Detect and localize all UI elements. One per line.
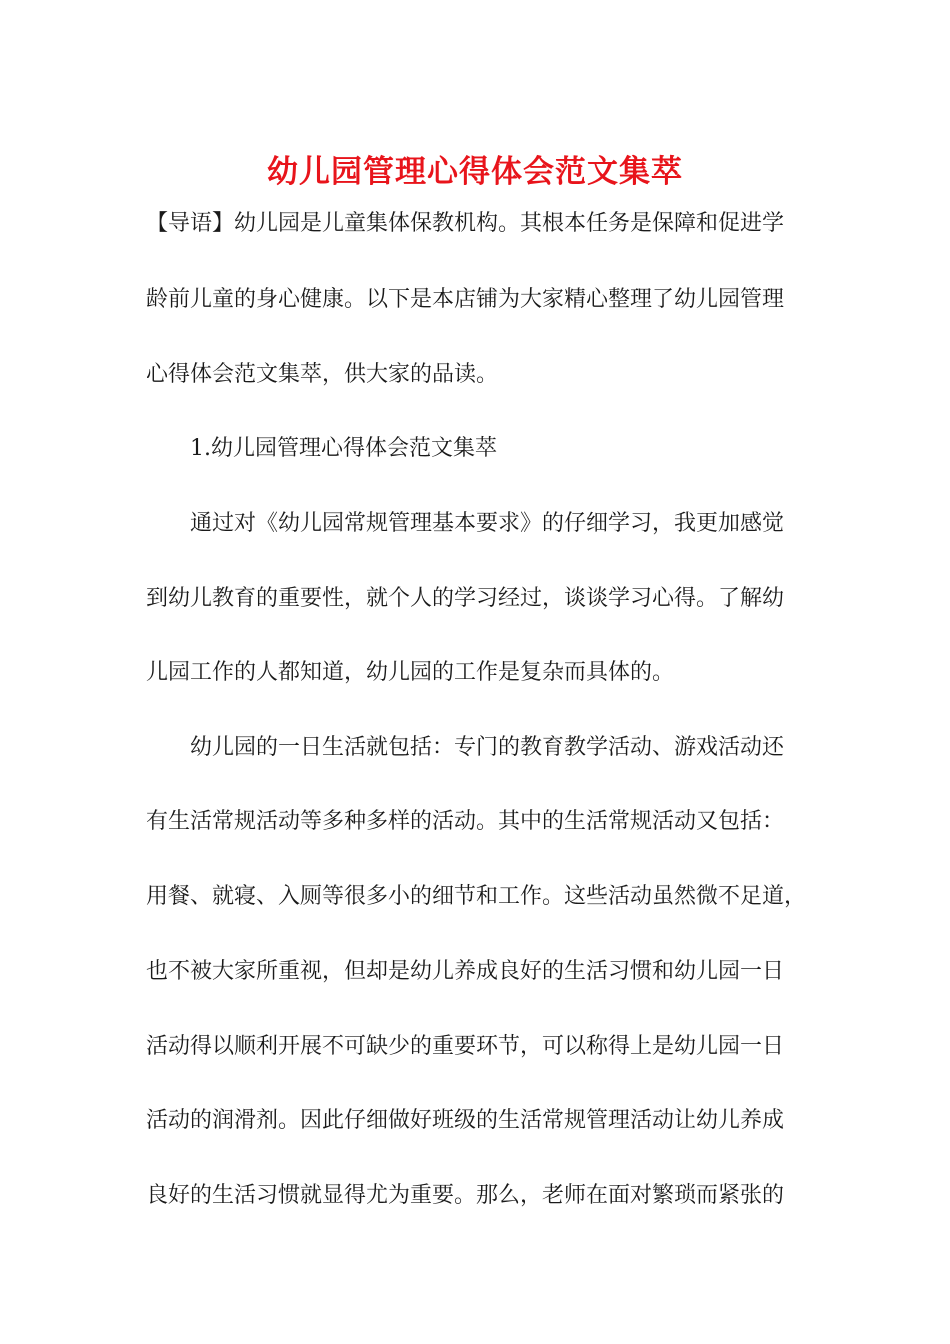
intro-line-3: 心得体会范文集萃，供大家的品读。 [146, 362, 499, 387]
paragraph-2-line-2: 有生活常规活动等多种多样的活动。其中的生活常规活动又包括： [146, 809, 785, 834]
paragraph-2-line-6: 活动的润滑剂。因此仔细做好班级的生活常规管理活动让幼儿养成 [146, 1108, 785, 1133]
paragraph-2-line-1: 幼儿园的一日生活就包括：专门的教育教学活动、游戏活动还 [190, 735, 785, 760]
paragraph-1-line-3: 儿园工作的人都知道，幼儿园的工作是复杂而具体的。 [146, 660, 675, 685]
paragraph-1-line-2: 到幼儿教育的重要性，就个人的学习经过，谈谈学习心得。了解幼 [146, 586, 785, 611]
document-title: 幼儿园管理心得体会范文集萃 [267, 154, 683, 190]
intro-line-2: 龄前儿童的身心健康。以下是本店铺为大家精心整理了幼儿园管理 [146, 287, 785, 312]
intro-line-1: 【导语】幼儿园是儿童集体保教机构。其根本任务是保障和促进学 [146, 211, 785, 236]
paragraph-2-line-5: 活动得以顺利开展不可缺少的重要环节，可以称得上是幼儿园一日 [146, 1034, 785, 1059]
paragraph-2-line-4: 也不被大家所重视，但却是幼儿养成良好的生活习惯和幼儿园一日 [146, 959, 785, 984]
paragraph-1-line-1: 通过对《幼儿园常规管理基本要求》的仔细学习，我更加感觉 [190, 511, 785, 536]
paragraph-2-line-3: 用餐、就寝、入厕等很多小的细节和工作。这些活动虽然微不足道， [146, 884, 807, 909]
section-heading: 1.幼儿园管理心得体会范文集萃 [190, 436, 497, 461]
paragraph-2-line-7: 良好的生活习惯就显得尤为重要。那么，老师在面对繁琐而紧张的 [146, 1183, 785, 1208]
